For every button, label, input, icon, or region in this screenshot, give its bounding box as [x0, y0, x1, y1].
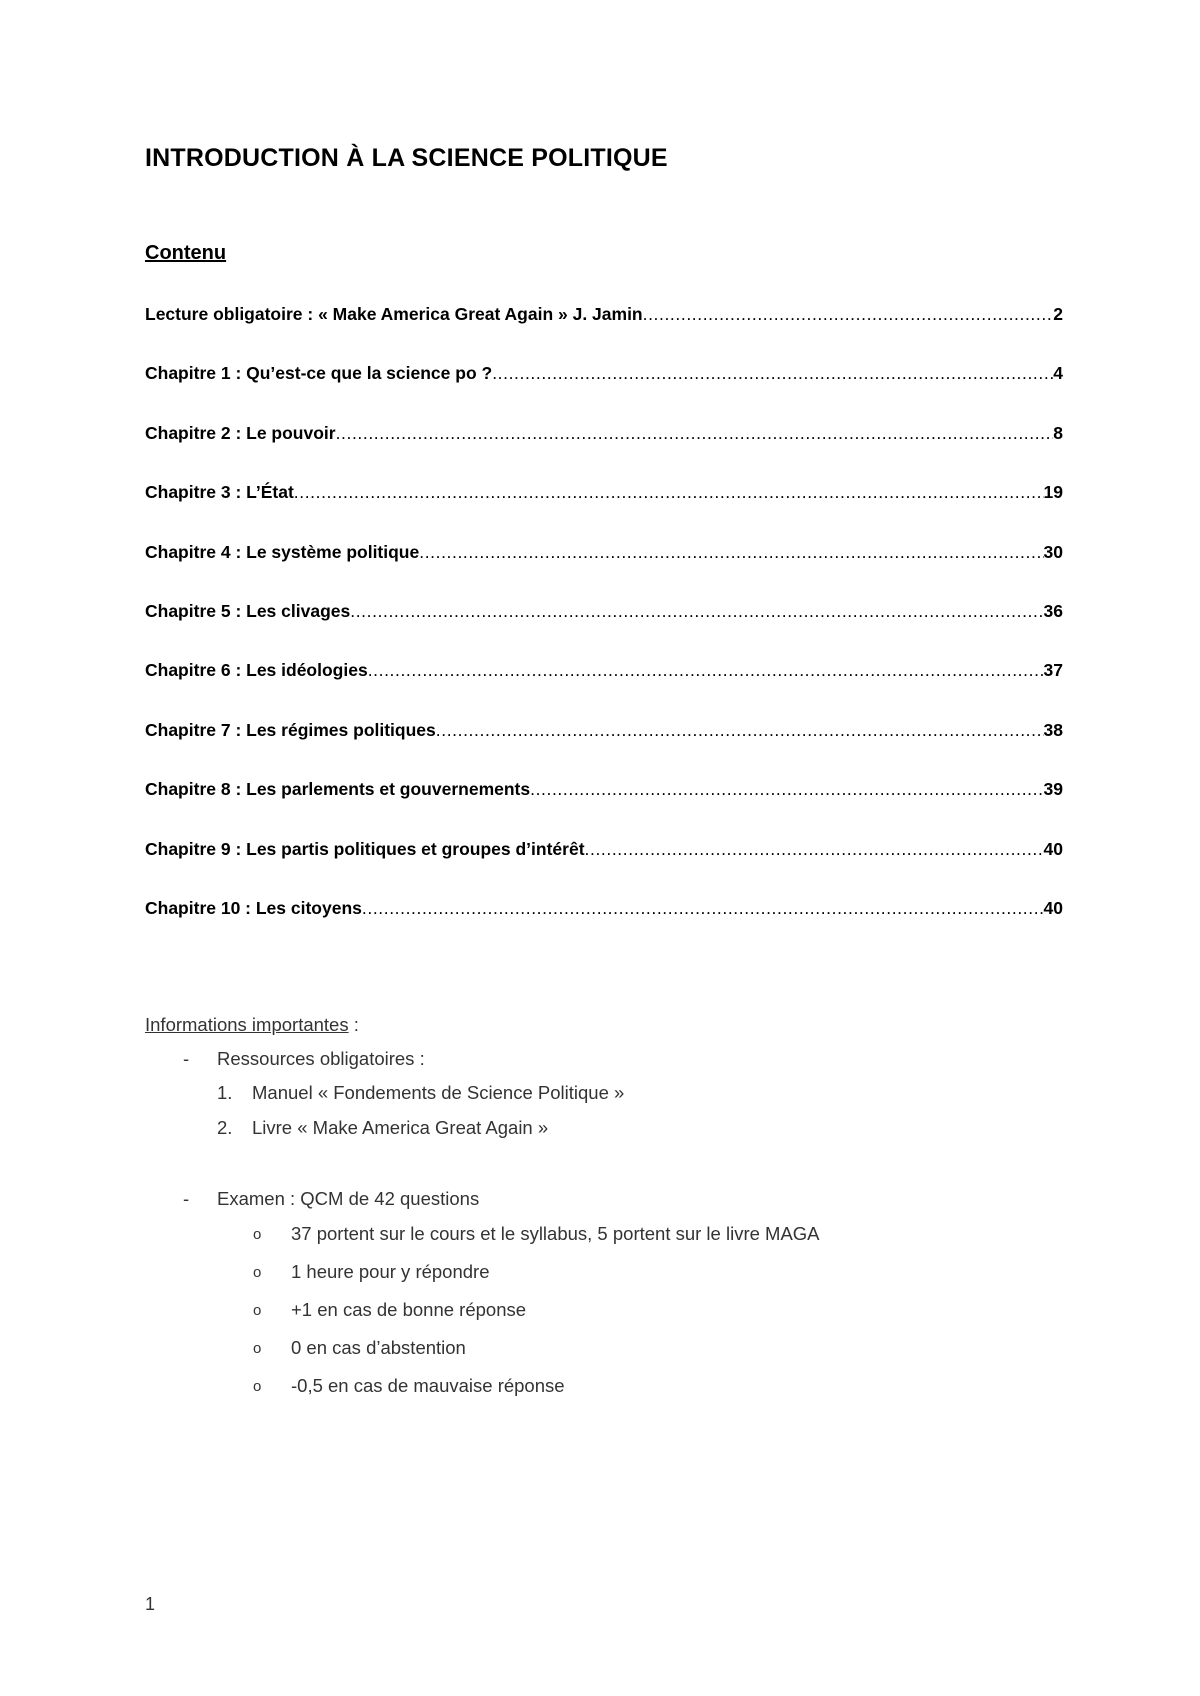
toc-entry[interactable] — [145, 304, 1063, 363]
info-heading-label: Informations importantes — [145, 1014, 349, 1035]
circle-bullet: o — [253, 1226, 262, 1243]
toc-entry-title: Lecture obligatoire : « Make America Great Again » J. Jamin — [145, 304, 643, 324]
toc-entry-page: 40 — [1043, 838, 1063, 859]
toc-entry-title: Chapitre 6 : Les idéologies — [145, 660, 368, 681]
toc-heading: Contenu — [145, 242, 227, 264]
dot-leader — [368, 660, 1044, 681]
dot-leader — [530, 779, 1043, 800]
toc-entry[interactable] — [145, 482, 1063, 541]
exam-detail-text: -0,5 en cas de mauvaise réponse — [291, 1375, 565, 1396]
toc-entry[interactable] — [145, 839, 1063, 898]
toc-entry-page: 8 — [1053, 422, 1063, 443]
table-of-contents — [145, 304, 1063, 957]
toc-entry-title: Chapitre 1 : Qu’est-ce que la science po ? — [145, 363, 493, 384]
toc-entry-page: 30 — [1043, 541, 1063, 562]
dash-bullet: - — [183, 1048, 190, 1069]
toc-entry-title: Chapitre 7 : Les régimes politiques — [145, 719, 436, 740]
dot-leader — [419, 542, 1043, 563]
toc-entry[interactable] — [145, 601, 1063, 660]
toc-entry[interactable] — [145, 779, 1063, 838]
info-heading-colon: : — [348, 1014, 359, 1035]
dash-bullet: - — [183, 1188, 190, 1209]
circle-bullet: o — [253, 1302, 262, 1319]
toc-entry-title: Chapitre 3 : L’État — [145, 482, 294, 503]
toc-entry-page: 39 — [1043, 779, 1063, 800]
resource-text: Manuel « Fondements de Science Politique » — [252, 1082, 625, 1103]
toc-entry-page: 40 — [1043, 897, 1063, 918]
dot-leader — [643, 304, 1054, 325]
toc-entry-page: 19 — [1043, 482, 1063, 503]
dot-leader — [436, 720, 1044, 741]
circle-bullet: o — [253, 1378, 262, 1395]
exam-label: Examen : QCM de 42 questions — [217, 1188, 480, 1209]
toc-entry-page: 37 — [1043, 660, 1063, 681]
toc-entry-title: Chapitre 8 : Les parlements et gouvernements — [145, 779, 531, 800]
toc-entry[interactable] — [145, 363, 1063, 422]
resources-label: Ressources obligatoires : — [217, 1048, 425, 1069]
toc-entry-title: Chapitre 10 : Les citoyens — [145, 897, 362, 918]
toc-entry-page: 36 — [1043, 600, 1063, 621]
toc-entry-title: Chapitre 4 : Le système politique — [145, 541, 420, 562]
toc-entry[interactable] — [145, 423, 1063, 482]
page-number: 1 — [145, 1594, 156, 1614]
toc-entry[interactable] — [145, 898, 1063, 957]
toc-entry-title: Chapitre 5 : Les clivages — [145, 600, 351, 621]
toc-entry-title: Chapitre 2 : Le pouvoir — [145, 422, 336, 443]
list-number: 2. — [217, 1117, 233, 1138]
dot-leader — [336, 423, 1054, 444]
exam-detail-text: 37 portent sur le cours et le syllabus, 5 portent sur le livre MAGA — [291, 1223, 820, 1244]
toc-entry-page: 4 — [1053, 363, 1063, 384]
dot-leader — [362, 898, 1044, 919]
list-number: 1. — [217, 1082, 233, 1103]
toc-entry-page: 2 — [1053, 304, 1063, 324]
dot-leader — [350, 601, 1043, 622]
document-title: INTRODUCTION À LA SCIENCE POLITIQUE — [145, 144, 668, 172]
dot-leader — [585, 839, 1044, 860]
toc-entry-page: 38 — [1043, 719, 1063, 740]
toc-entry[interactable] — [145, 660, 1063, 719]
circle-bullet: o — [253, 1264, 262, 1281]
toc-entry[interactable] — [145, 542, 1063, 601]
exam-detail-text: 1 heure pour y répondre — [291, 1261, 490, 1282]
resource-text: Livre « Make America Great Again » — [252, 1117, 549, 1138]
dot-leader — [492, 363, 1053, 384]
exam-detail-text: +1 en cas de bonne réponse — [291, 1299, 527, 1320]
toc-entry[interactable] — [145, 720, 1063, 779]
info-heading — [145, 1014, 359, 1036]
exam-detail-text: 0 en cas d’abstention — [291, 1337, 466, 1358]
circle-bullet: o — [253, 1340, 262, 1357]
toc-entry-title: Chapitre 9 : Les partis politiques et groupes d’intérêt — [145, 838, 585, 859]
dot-leader — [294, 482, 1044, 503]
